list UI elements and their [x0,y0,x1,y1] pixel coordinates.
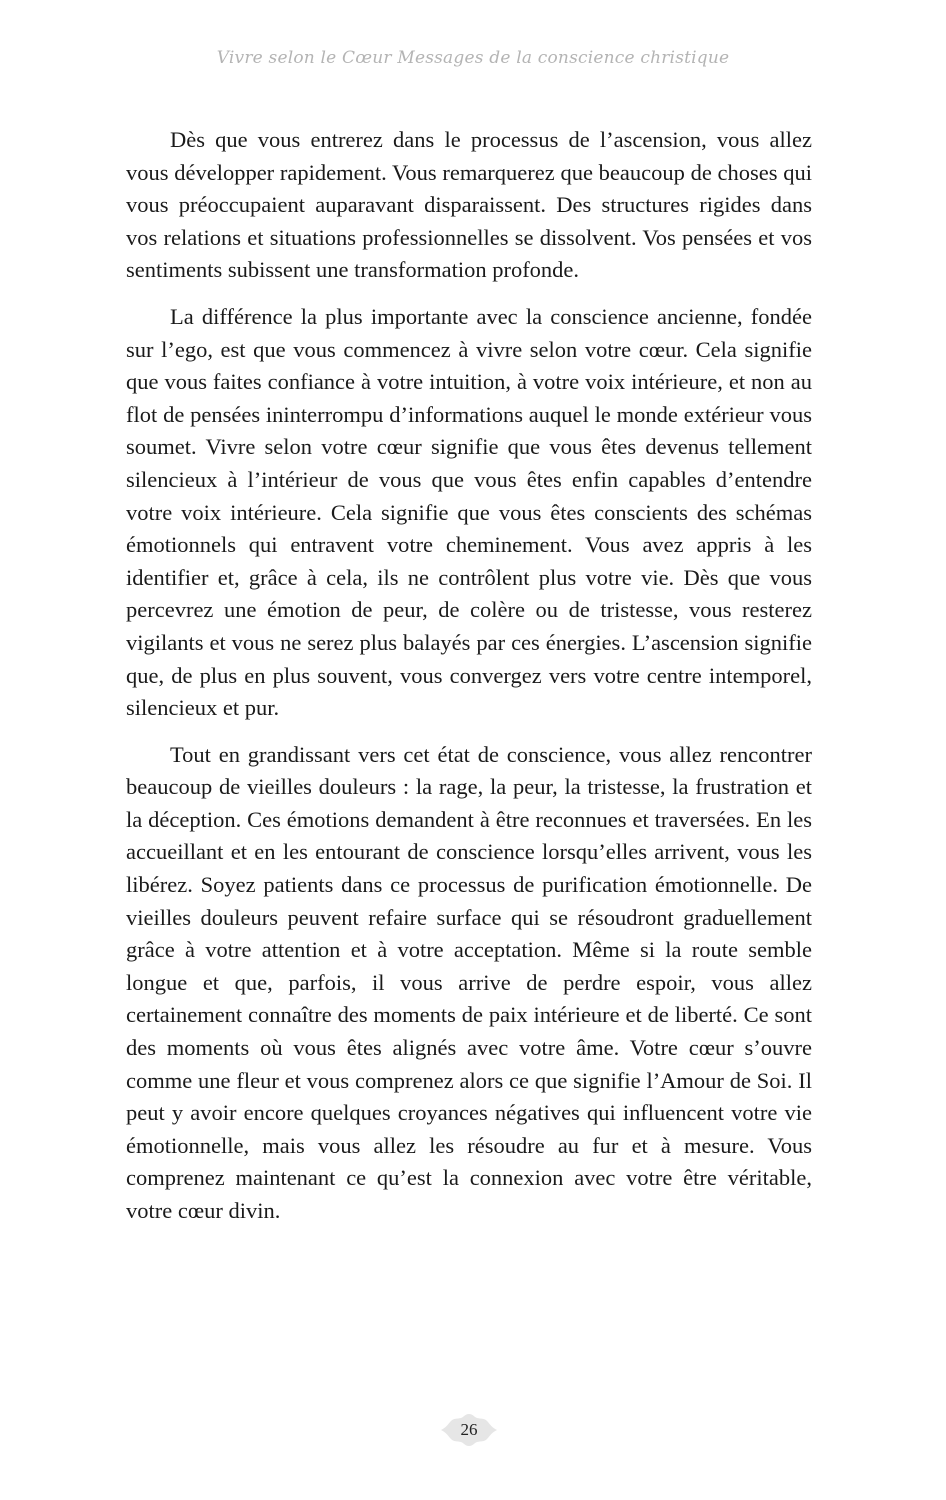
paragraph: Dès que vous entrerez dans le processus de l’ascension, vous allez vous développer rapidement. Vous remarquerez que beaucoup de choses qui vous préoccupaient auparavant disparaissent. Des structures rigides dans vos relations et situations professionnelles se dissolvent. Vos pensées et vos sentiments subissent une transformation profonde. [126,127,812,283]
body-text [126,124,812,1242]
paragraph: Tout en grandissant vers cet état de conscience, vous allez rencontrer beaucoup de vieilles douleurs : la rage, la peur, la tristesse, la frustration et la déception. Ces émotions demandent à être reconnues et traversées. En les accueillant et en les entourant de conscience lorsqu’elles arrivent, vous les libérez. Soyez patients dans ce processus de purification émotionnelle. De vieilles douleurs peuvent refaire surface qui se résoudront graduellement grâce à votre attention et à votre acceptation. Même si la route semble longue et que, parfois, il vous arrive de perdre espoir, vous allez certainement connaître des moments de paix intérieure et de liberté. Ce sont des moments où vous êtes alignés avec votre âme. Votre cœur s’ouvre comme une fleur et vous comprenez alors ce que signifie l’Amour de Soi. Il peut y avoir encore quelques croyances négatives qui influencent votre vie émotionnelle, mais vous allez les résoudre au fur et à mesure. Vous comprenez maintenant ce qu’est la connexion avec votre être véritable, votre cœur divin. [126,741,812,1223]
page-number-badge [440,1413,498,1447]
paragraph: La différence la plus importante avec la conscience ancienne, fondée sur l’ego, est que vous commencez à vivre selon votre cœur. Cela signifie que vous faites confiance à votre intuition, à votre voix intérieure, et non au flot de pensées ininterrompu d’informations auquel le monde extérieur vous soumet. Vivre selon votre cœur signifie que vous êtes devenus tellement silencieux à l’intérieur de vous que vous êtes enfin capables d’entendre votre voix intérieure. Cela signifie que vous êtes conscients des schémas émotionnels qui entravent votre cheminement. Vous avez appris à les identifier et, grâce à cela, ils ne contrôlent plus votre vie. Dès que vous percevrez une émotion de peur, de colère ou de tristesse, vous resterez vigilants et vous ne serez plus balayés par ces énergies. L’ascension signifie que, de plus en plus souvent, vous convergez vers votre centre intemporel, silencieux et pur. [126,303,812,721]
running-header: Vivre selon le Cœur Messages de la conscience christique [216,48,730,68]
page-number: 26 [460,1420,478,1439]
